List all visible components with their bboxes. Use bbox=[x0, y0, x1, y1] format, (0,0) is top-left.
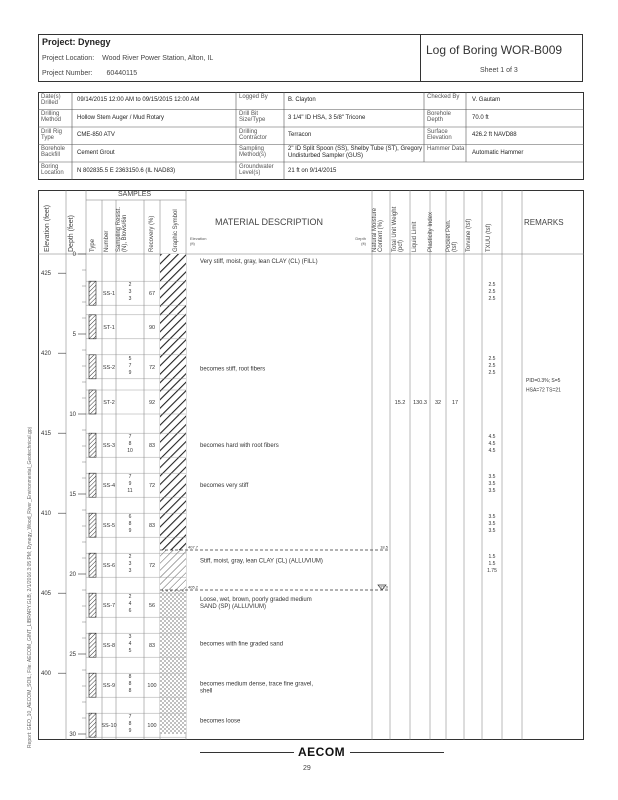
material-description: SAND (SP) (ALLUVIUM) bbox=[200, 603, 267, 610]
sample-number: SS-3 bbox=[102, 443, 116, 450]
rig-value: CME-850 ATV bbox=[77, 132, 115, 138]
stratum-elevation: 405.2 bbox=[188, 584, 199, 590]
log-title: Log of Boring WOR-B009 bbox=[426, 43, 563, 57]
col-txuu: TXUU (tsf) bbox=[486, 223, 492, 252]
sample-blow-count: 10 bbox=[127, 448, 133, 455]
pocket-pen-value: 2.5 bbox=[488, 289, 496, 296]
stratum-depth: 18.5 bbox=[380, 544, 388, 550]
backfill-value: Cement Grout bbox=[77, 150, 115, 156]
sample-blow-count: 5 bbox=[128, 648, 132, 655]
number-value: 60440115 bbox=[106, 70, 138, 77]
sampling-label: Sampling Method(s) bbox=[239, 146, 267, 158]
sample-type-symbol bbox=[89, 433, 96, 457]
stratum-elevation: 407.7 bbox=[188, 544, 199, 550]
log-table bbox=[38, 190, 584, 740]
sample-recovery: 83 bbox=[148, 643, 156, 650]
material-description: becomes with fine graded sand bbox=[200, 641, 284, 648]
elevation-tick-label: 405 bbox=[41, 591, 52, 598]
checked-label: Checked By bbox=[427, 94, 460, 100]
bitsize-label: Drill Bit Size/Type bbox=[239, 111, 266, 123]
sample-blow-count: 3 bbox=[128, 634, 132, 641]
sample-recovery: 100 bbox=[147, 723, 157, 730]
depth-value: 70.0 ft bbox=[472, 115, 489, 121]
sample-number: SS-1 bbox=[102, 291, 116, 298]
dates-label: Date(s) Drilled bbox=[41, 94, 61, 106]
pocket-pen-value: 1.5 bbox=[488, 561, 496, 568]
material-description: becomes stiff, root fibers bbox=[200, 366, 266, 373]
pocket-pen-value: 4.5 bbox=[488, 441, 496, 448]
sample-recovery: 90 bbox=[148, 324, 156, 331]
pocket-pen-value: 3.5 bbox=[488, 528, 496, 535]
contractor-label: Drilling Contractor bbox=[239, 129, 268, 141]
sample-type-symbol bbox=[89, 315, 96, 339]
footer-line-left bbox=[200, 752, 294, 753]
col-elevation: Elevation (feet) bbox=[44, 204, 51, 252]
depth-tick-label: 20 bbox=[69, 572, 76, 578]
sample-blow-count: 6 bbox=[128, 514, 132, 521]
sample-blow-count: 7 bbox=[128, 362, 132, 369]
sample-number: SS-5 bbox=[102, 523, 116, 530]
sample-blow-count: 6 bbox=[128, 608, 132, 615]
liquid-limit-value: 32 bbox=[434, 400, 442, 406]
sample-blow-count: 3 bbox=[128, 568, 132, 575]
project-name: Dynegy bbox=[78, 37, 111, 47]
contractor-value: Terracon bbox=[288, 132, 312, 138]
logged-value: B. Clayton bbox=[288, 97, 316, 103]
sample-blow-count: 9 bbox=[128, 728, 132, 735]
col-pocket-pen: Pocket Pen. (tsf) bbox=[446, 219, 458, 252]
material-description: becomes medium dense, trace fine gravel, bbox=[200, 681, 314, 688]
sample-recovery: 92 bbox=[148, 400, 156, 406]
elevation-tick-label: 420 bbox=[41, 351, 52, 358]
gw-value: 21 ft on 9/14/2015 bbox=[288, 168, 337, 174]
project-number bbox=[42, 70, 137, 77]
report-side-text: Report: GEO_10_AECOM_SOIL; File: AECOM_GINT_LIBRARY.GLB; 2/1/2016 3:05 PM; Dynegy_Wood_River_Environmental_Geotechnical.gpj bbox=[27, 427, 33, 748]
sampling-value: 2" ID Split Spoon (SS), Shelby Tube (ST), Gregory Undisturbed Sampler (GUS) bbox=[288, 146, 423, 159]
sample-blow-count: 9 bbox=[128, 481, 132, 488]
checked-value: V. Gautam bbox=[472, 97, 501, 103]
elevation-tick-label: 400 bbox=[41, 671, 52, 678]
pocket-pen-value: 2.5 bbox=[488, 296, 496, 303]
sample-blow-count: 2 bbox=[128, 554, 132, 561]
col-depth-ft: Depth (ft) bbox=[355, 236, 366, 246]
sample-blow-count: 4 bbox=[128, 641, 132, 648]
sample-recovery: 72 bbox=[148, 364, 156, 371]
sheet-number: Sheet 1 of 3 bbox=[480, 67, 518, 74]
method-label: Drilling Method bbox=[41, 111, 62, 123]
col-type: Type bbox=[90, 238, 96, 252]
hammer-label: Hammer Data bbox=[427, 146, 465, 152]
sample-blow-count: 7 bbox=[128, 714, 132, 721]
col-remarks: REMARKS bbox=[524, 218, 564, 227]
pocket-pen-value: 3.5 bbox=[488, 514, 496, 521]
col-moisture: Natural Moisture Content (%) bbox=[372, 207, 384, 252]
sample-number: SS-10 bbox=[101, 723, 117, 730]
location-value: Wood River Power Station, Alton, IL bbox=[102, 55, 214, 62]
depth-tick-label: 0 bbox=[72, 252, 76, 258]
sample-blow-count: 7 bbox=[128, 474, 132, 481]
pocket-pen-value: 3.5 bbox=[488, 488, 496, 495]
gw-label: Groundwater Level(s) bbox=[239, 164, 274, 176]
pocket-pen-value: 1.5 bbox=[488, 554, 496, 561]
sample-blow-count: 3 bbox=[128, 289, 132, 296]
pocket-pen-value: 4.5 bbox=[488, 434, 496, 441]
depth-label: Borehole Depth bbox=[427, 111, 452, 123]
backfill-label: Borehole Backfill bbox=[41, 146, 66, 158]
sample-type-symbol bbox=[89, 713, 96, 737]
method-value: Hollow Stem Auger / Mud Rotary bbox=[77, 115, 165, 121]
material-description: Stiff, moist, gray, lean CLAY (CL) (ALLUVIUM) bbox=[200, 558, 323, 565]
material-description: becomes very stiff bbox=[200, 483, 249, 490]
col-recovery: Recovery (%) bbox=[149, 215, 155, 252]
project-label: Project: bbox=[42, 37, 76, 47]
sample-type-symbol bbox=[89, 513, 96, 537]
sample-type-symbol bbox=[89, 553, 96, 577]
aecom-logo: AECOM bbox=[298, 745, 346, 759]
stratum-depth: 21.0 bbox=[380, 584, 388, 590]
sample-recovery: 83 bbox=[148, 443, 156, 450]
sample-number: SS-6 bbox=[102, 563, 116, 570]
graphic-lean-clay bbox=[160, 550, 186, 590]
depth-tick-label: 15 bbox=[69, 492, 76, 498]
sample-type-symbol bbox=[89, 390, 96, 414]
pocket-pen-value: 2.5 bbox=[488, 355, 496, 362]
sample-blow-count: 9 bbox=[128, 528, 132, 535]
remark-text: HSA=72 TS=21 bbox=[526, 387, 561, 394]
col-unit-weight: Total Unit Weight (pcf) bbox=[392, 206, 404, 252]
rig-label: Drill Rig Type bbox=[41, 129, 62, 141]
pocket-pen-value: 2.5 bbox=[488, 282, 496, 289]
sample-blow-count: 5 bbox=[128, 355, 132, 362]
location-label: Project Location: bbox=[42, 55, 95, 62]
pocket-pen-value: 2.5 bbox=[488, 362, 496, 369]
depth-tick-label: 30 bbox=[69, 732, 76, 738]
sample-blow-count: 8 bbox=[128, 521, 132, 528]
sample-type-symbol bbox=[89, 473, 96, 497]
elevation-tick-label: 425 bbox=[41, 271, 52, 278]
project-location bbox=[42, 55, 213, 62]
elevation-label: Surface Elevation bbox=[427, 129, 452, 141]
sample-recovery: 72 bbox=[148, 483, 156, 490]
bitsize-value: 3 1/4" ID HSA, 3 5/8" Tricone bbox=[288, 115, 366, 121]
sample-recovery: 100 bbox=[147, 683, 157, 690]
col-plasticity: Plasticity Index bbox=[428, 211, 434, 252]
sample-recovery: 67 bbox=[148, 291, 156, 298]
col-elevation-ft: Elevation (ft) bbox=[190, 236, 207, 246]
material-description: Loose, wet, brown, poorly graded medium bbox=[200, 596, 312, 603]
material-description: becomes hard with root fibers bbox=[200, 443, 279, 450]
sample-number: ST-1 bbox=[103, 324, 115, 331]
sample-number: SS-9 bbox=[102, 683, 116, 690]
boring-label: Boring Location bbox=[41, 164, 64, 176]
plasticity-index-value: 17 bbox=[451, 400, 459, 406]
sample-blow-count: 2 bbox=[128, 594, 132, 601]
sample-blow-count: 8 bbox=[128, 674, 132, 681]
col-torvane: Torvane (tsf) bbox=[466, 218, 472, 252]
sample-blow-count: 8 bbox=[128, 681, 132, 688]
depth-tick-label: 25 bbox=[69, 652, 76, 658]
elevation-tick-label: 415 bbox=[41, 431, 52, 438]
sample-number: SS-7 bbox=[102, 603, 116, 610]
sample-recovery: 56 bbox=[148, 603, 156, 610]
graphic-fill-clay bbox=[160, 254, 186, 550]
unit-weight-value: 130.3 bbox=[413, 400, 427, 406]
col-blows: Sampling Resist. (N), Blows/6in bbox=[116, 206, 128, 252]
sample-recovery: 83 bbox=[148, 523, 156, 530]
logged-label: Logged By bbox=[239, 94, 268, 100]
col-graphic: Graphic Symbol bbox=[173, 209, 179, 252]
col-number: Number bbox=[104, 230, 110, 252]
graphic-sand bbox=[160, 590, 186, 734]
elevation-value: 426.2 ft NAVD88 bbox=[472, 132, 517, 138]
col-depth: Depth (feet) bbox=[68, 215, 75, 252]
col-samples: SAMPLES bbox=[118, 191, 152, 198]
sample-number: ST-2 bbox=[103, 400, 115, 406]
hammer-value: Automatic Hammer bbox=[472, 150, 524, 156]
material-description: becomes loose bbox=[200, 718, 241, 725]
dates-value: 09/14/2015 12:00 AM to 09/15/2015 12:00 AM bbox=[77, 97, 200, 103]
sample-blow-count: 8 bbox=[128, 688, 132, 695]
depth-tick-label: 10 bbox=[69, 412, 76, 418]
sample-blow-count: 8 bbox=[128, 721, 132, 728]
material-description: shell bbox=[200, 688, 213, 695]
sample-type-symbol bbox=[89, 633, 96, 657]
sample-blow-count: 11 bbox=[127, 488, 133, 495]
depth-tick-label: 5 bbox=[72, 332, 76, 338]
elevation-tick-label: 410 bbox=[41, 511, 52, 518]
pocket-pen-value: 3.5 bbox=[488, 474, 496, 481]
sample-blow-count: 4 bbox=[128, 601, 132, 608]
moisture-value: 15.2 bbox=[394, 400, 406, 406]
number-label: Project Number: bbox=[42, 70, 93, 77]
col-liquid-limit: Liquid Limit bbox=[412, 221, 418, 252]
sample-number: SS-2 bbox=[102, 364, 116, 371]
sample-blow-count: 2 bbox=[128, 282, 132, 289]
material-description: Very stiff, moist, gray, lean CLAY (CL) (FILL) bbox=[200, 259, 318, 266]
sample-number: SS-8 bbox=[102, 643, 116, 650]
boring-value: N 802835.5 E 2363150.6 (IL NAD83) bbox=[77, 168, 176, 174]
pocket-pen-value: 2.5 bbox=[488, 369, 496, 376]
project-title bbox=[42, 37, 111, 47]
pocket-pen-value: 1.75 bbox=[487, 568, 497, 575]
page-number: 29 bbox=[303, 765, 311, 772]
footer-line-right bbox=[350, 752, 444, 753]
pocket-pen-value: 3.5 bbox=[488, 481, 496, 488]
sample-type-symbol bbox=[89, 281, 96, 305]
sample-number: SS-4 bbox=[102, 483, 116, 490]
sample-type-symbol bbox=[89, 673, 96, 697]
sample-type-symbol bbox=[89, 593, 96, 617]
sample-blow-count: 3 bbox=[128, 561, 132, 568]
header-divider bbox=[420, 34, 421, 82]
sample-blow-count: 9 bbox=[128, 369, 132, 376]
remark-text: PID=0.3%; S=5 bbox=[526, 378, 561, 384]
sample-recovery: 72 bbox=[148, 563, 156, 570]
col-material: MATERIAL DESCRIPTION bbox=[215, 217, 324, 227]
pocket-pen-value: 3.5 bbox=[488, 521, 496, 528]
sample-blow-count: 7 bbox=[128, 434, 132, 441]
sample-blow-count: 8 bbox=[128, 441, 132, 448]
pocket-pen-value: 4.5 bbox=[488, 448, 496, 455]
sample-blow-count: 3 bbox=[128, 296, 132, 303]
sample-type-symbol bbox=[89, 355, 96, 379]
